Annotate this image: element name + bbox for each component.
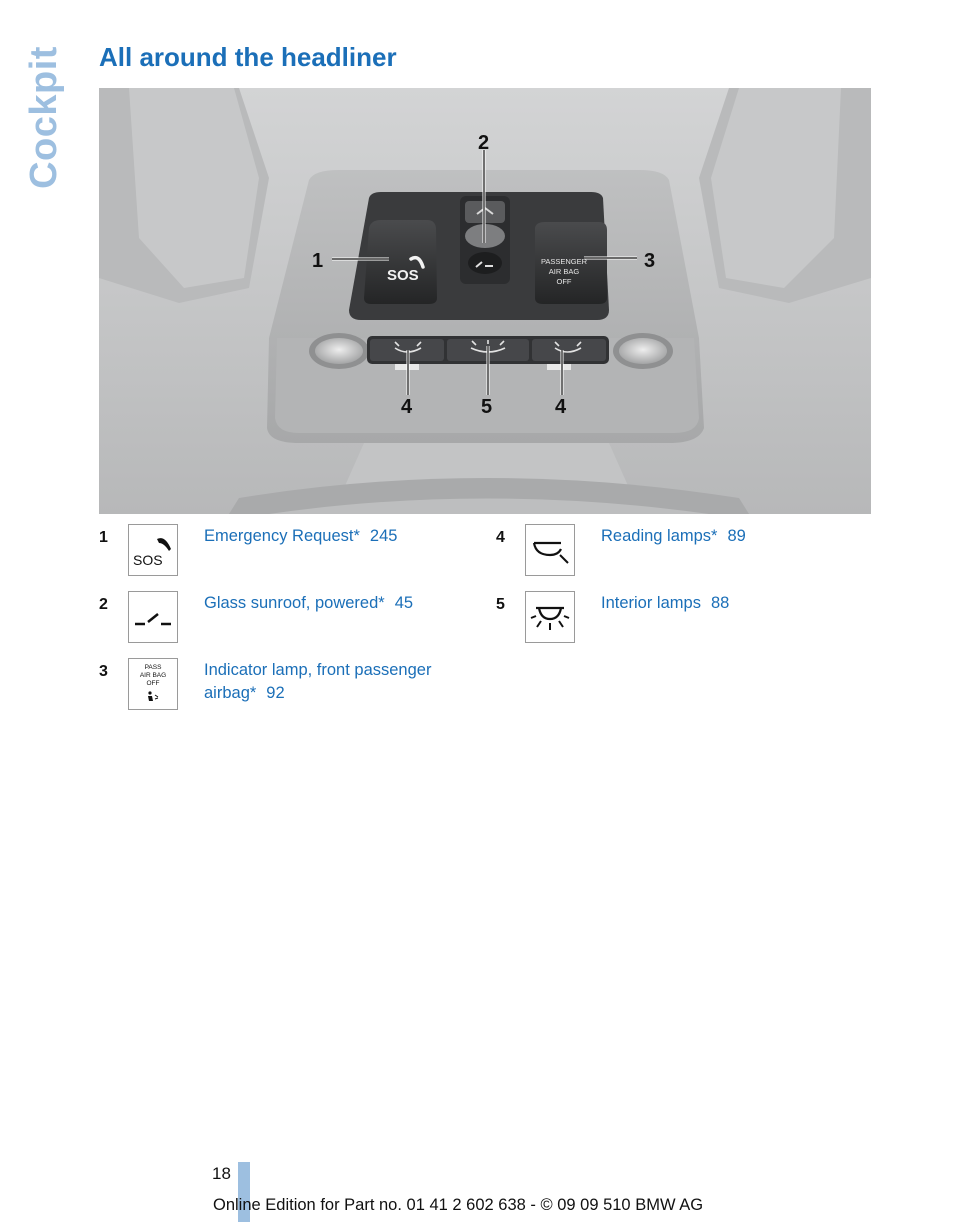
page-reference-link[interactable]: 89 bbox=[727, 527, 746, 545]
legend-number: 5 bbox=[496, 596, 505, 613]
sunroof-icon bbox=[128, 591, 178, 643]
sos-phone-icon bbox=[128, 524, 178, 576]
section-tab-label: Cockpit bbox=[22, 45, 65, 189]
callout-5: 5 bbox=[481, 396, 493, 418]
callout-4-right: 4 bbox=[555, 396, 567, 418]
legend-description[interactable]: Indicator lamp, front passenger airbag* 92 bbox=[204, 661, 432, 702]
legend-item-glass-sunroof bbox=[99, 591, 479, 643]
svg-text:AIR BAG: AIR BAG bbox=[139, 672, 167, 679]
headliner-photo bbox=[99, 88, 871, 514]
svg-text:AIR BAG: AIR BAG bbox=[548, 267, 580, 276]
legend-number: 1 bbox=[99, 529, 108, 546]
callout-3: 3 bbox=[644, 250, 656, 272]
svg-text:SOS: SOS bbox=[133, 552, 163, 568]
page-reference-link[interactable]: 92 bbox=[266, 684, 285, 702]
legend-description[interactable]: Glass sunroof, powered* 45 bbox=[204, 594, 414, 612]
page-reference-link[interactable]: 88 bbox=[710, 594, 730, 612]
callout-1: 1 bbox=[312, 250, 324, 272]
footer-edition-text: Online Edition for Part no. 01 41 2 602 638 - © 09 09 510 BMW AG bbox=[213, 1196, 704, 1214]
section-tab bbox=[22, 42, 66, 192]
legend-number: 2 bbox=[99, 596, 108, 613]
legend-item-reading-lamps bbox=[496, 524, 871, 576]
interior-lamp-icon bbox=[525, 591, 575, 643]
reading-lamp-icon bbox=[525, 524, 575, 576]
page-number: 18 bbox=[212, 1164, 231, 1183]
legend-number: 4 bbox=[496, 529, 505, 546]
legend-number: 3 bbox=[99, 663, 108, 680]
legend-item-passenger-airbag-indicator bbox=[99, 658, 479, 710]
svg-text:PASSENGER: PASSENGER bbox=[540, 257, 588, 266]
passenger-airbag-off-icon bbox=[128, 658, 178, 710]
legend-item-interior-lamps bbox=[496, 591, 871, 643]
legend-item-emergency-request bbox=[99, 524, 479, 576]
page-reference-link[interactable]: 245 bbox=[369, 527, 398, 545]
legend-description[interactable]: Emergency Request* 245 bbox=[204, 527, 398, 545]
svg-text:OFF: OFF bbox=[556, 277, 572, 286]
sos-button-photo bbox=[364, 220, 437, 304]
svg-text:OFF: OFF bbox=[146, 680, 160, 687]
legend-description[interactable]: Reading lamps* 89 bbox=[601, 527, 746, 545]
callout-2: 2 bbox=[478, 132, 490, 154]
page-title: All around the headliner bbox=[99, 42, 397, 72]
svg-text:PASS: PASS bbox=[144, 664, 162, 671]
headliner-illustration bbox=[99, 88, 871, 514]
legend-description[interactable]: Interior lamps 88 bbox=[601, 594, 730, 612]
callout-4-left: 4 bbox=[401, 396, 413, 418]
sos-button-label: SOS bbox=[387, 267, 419, 284]
page-reference-link[interactable]: 45 bbox=[394, 594, 414, 612]
